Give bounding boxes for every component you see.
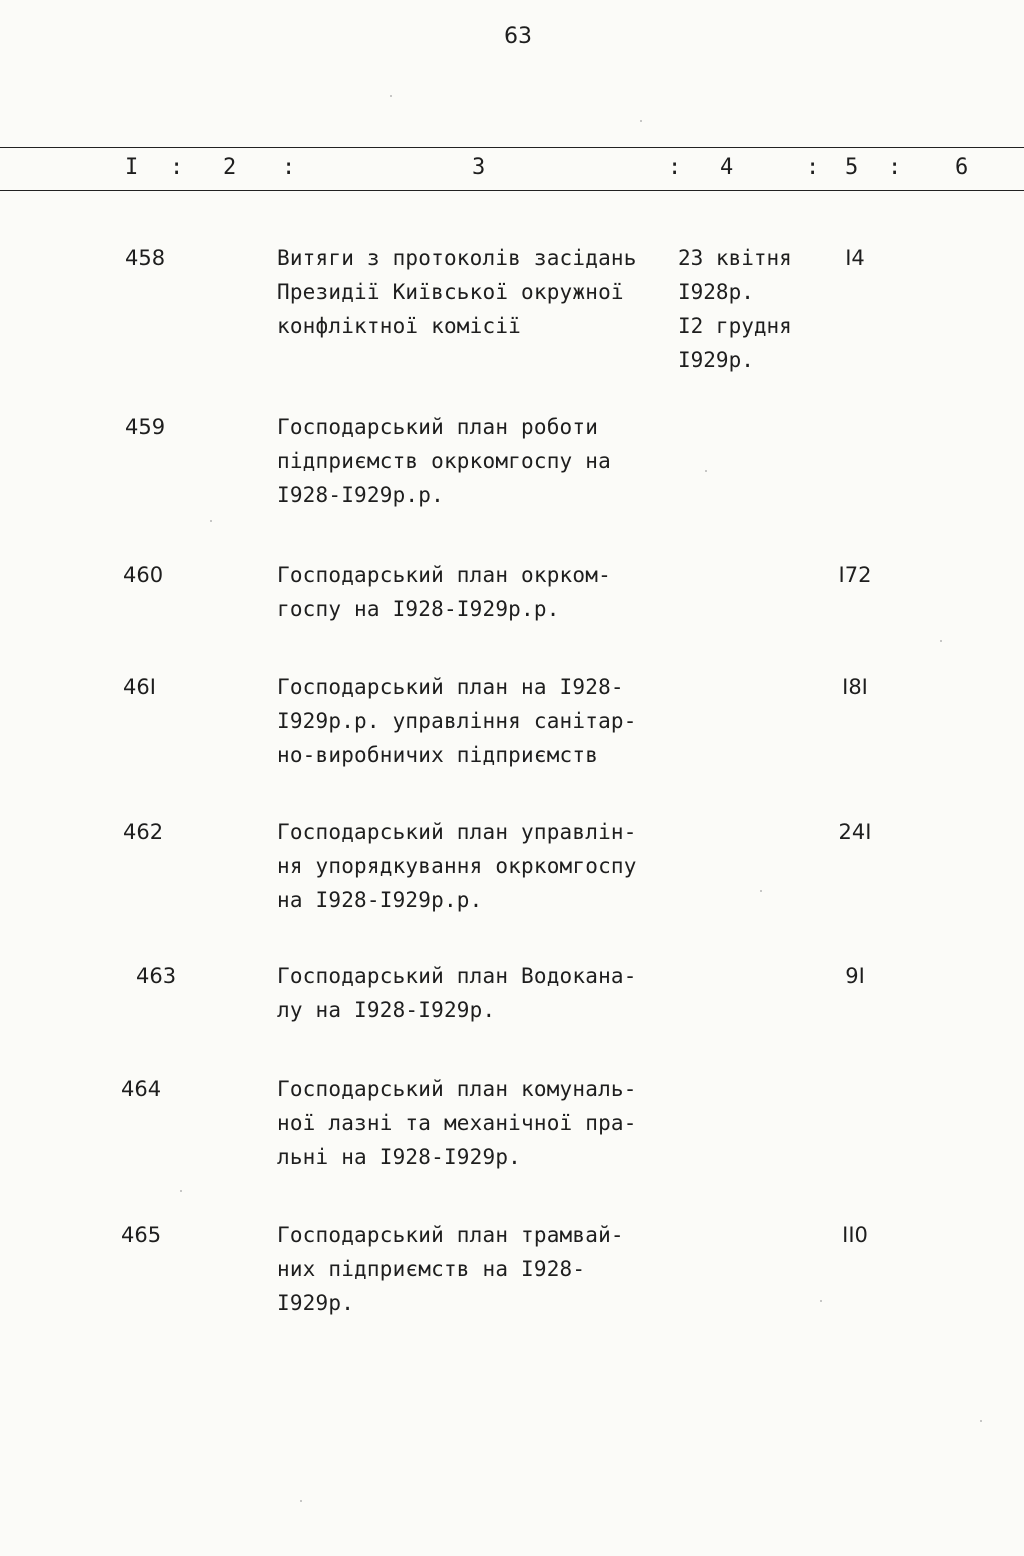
scan-speck [820,1300,822,1302]
column-separator: : [888,155,902,180]
record-number: 459 [125,415,166,439]
record-number: 464 [121,1077,162,1101]
scan-speck [980,1420,982,1422]
record-sheets: I8I [842,675,868,699]
scan-speck [640,120,642,122]
record-sheets: I4 [845,246,865,270]
record-title: Господарський план трамвай- них підприємств на I928- I929р. [277,1223,624,1315]
record-sheets: 9I [845,964,865,988]
column-header-5: 5 [845,155,859,180]
page-number: 63 [504,24,532,49]
column-header-4: 4 [720,155,734,180]
record-title: Витяги з протоколів засідань Президії Київської окружної конфліктної комісії [277,246,637,338]
record-dates: 23 квітня I928р. I2 грудня I929р. [678,246,792,372]
column-separator: : [806,155,820,180]
scan-speck [940,640,942,642]
column-separator: : [170,155,184,180]
record-number: 458 [125,246,166,270]
header-bottom-rule [0,190,1024,191]
record-number: 46I [123,675,156,699]
table-header [0,155,1024,185]
record-number: 463 [136,964,177,988]
column-header-1: I [125,155,139,180]
column-separator: : [282,155,296,180]
record-title: Господарський план управлін- ня упорядкування окркомгоспу на I928-I929р.р. [277,820,637,912]
scan-speck [180,1190,182,1192]
header-top-rule [0,147,1024,148]
scan-speck [390,95,392,97]
record-number: 460 [123,563,164,587]
column-header-6: 6 [955,155,969,180]
scan-speck [760,890,762,892]
column-header-2: 2 [223,155,237,180]
scan-speck [210,520,212,522]
record-number: 465 [121,1223,162,1247]
column-separator: : [668,155,682,180]
column-header-3: 3 [472,155,486,180]
record-title: Господарський план окрком- госпу на I928-I929р.р. [277,563,611,621]
scan-speck [300,1500,302,1502]
record-number: 462 [123,820,164,844]
record-sheets: II0 [842,1223,868,1247]
record-title: Господарський план роботи підприємств окркомгоспу на I928-I929р.р. [277,415,611,507]
record-title: Господарський план на I928- I929р.р. управління санітар- но-виробничих підприємств [277,675,637,767]
record-title: Господарський план Водоканa- лу на I928-I929р. [277,964,637,1022]
scan-speck [705,470,707,472]
record-sheets: I72 [838,563,872,587]
record-sheets: 24I [838,820,872,844]
record-title: Господарський план комуналь- ної лазні та механічної пра- льні на I928-I929р. [277,1077,637,1169]
